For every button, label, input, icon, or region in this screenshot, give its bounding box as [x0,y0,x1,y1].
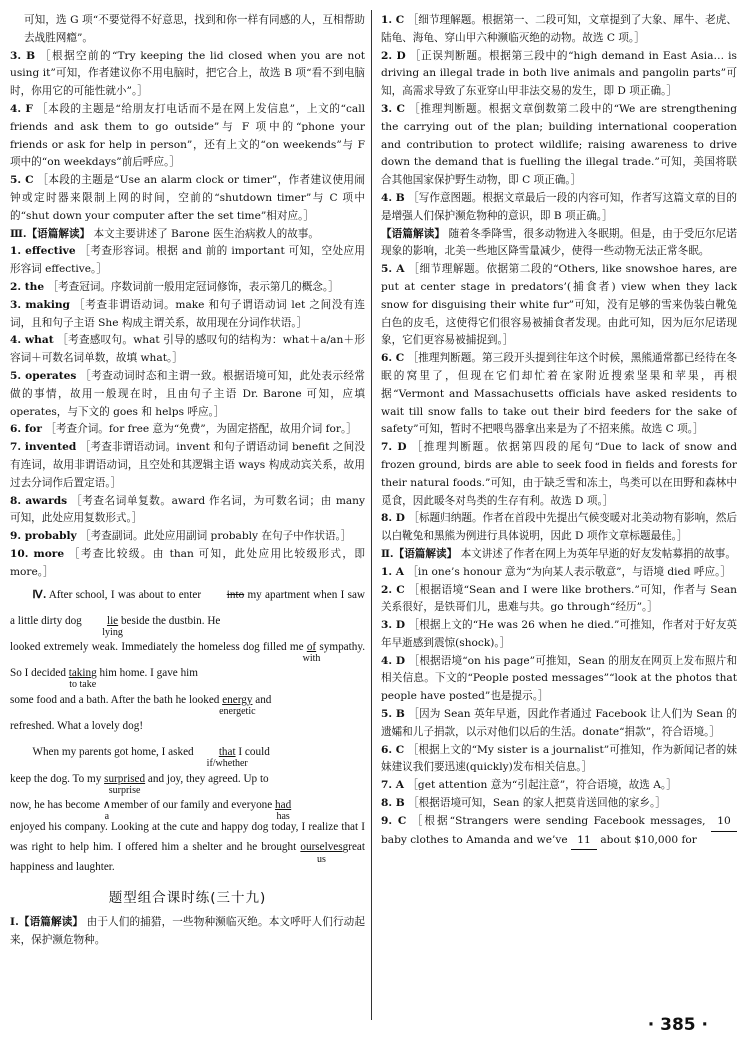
answer-list [381,261,737,546]
answer-list [381,12,737,226]
answer-list [10,243,365,581]
answer-item: 9. probably ［考查副词。此处应用副词 probably 在句子中作状语。］ [10,530,352,543]
blank-number: 11 [571,832,597,851]
answer-item: 1. C ［细节理解题。根据第一、二段可知，文章提到了大象、犀牛、老虎、陆龟、海龟、穿山甲六种濒临灭绝的动物。故选 C 项。］ [381,14,737,44]
answer-item: 5. operates ［考查动词时态和主谓一致。根据语境可知，此处表示经常做的事情，故用一般现在时，且由句子主语 Dr. Barone 可知，应填 operates，与下文的 goes 和 helps 呼应。］ [10,369,365,418]
answer-item: 7. invented ［考查非谓语动词。invent 和句子谓语动词 benefit 之间没有连词，故用非谓语动词，且空处和其逻辑主语 ways 构成动宾关系，故用过去分词作后置定语。］ [10,441,365,489]
answer-list [381,564,737,813]
answer-item: 6. C ［推理判断题。第三段开头提到往年这个时候，黑熊通常都已经待在冬眠的窝里了，但现在它们却忙着在家附近搜索坚果和苹果，再根据“Vermont and Massachusetts officials have asked residents to wait till snow falls to take out their bird feeders for the sake of safety”可知，暂时不把喂鸟器拿出来是为了不招来熊。故选 C 项。］ [381,352,737,436]
error-word: had has [275,799,292,822]
error-word: that if/whether [206,746,248,770]
answer-item: 1. effective ［考查形容词。根据 and 前的 important 可知，空处应用形容词 effective。］ [10,245,365,276]
answer-item: 6. for ［考查介词。for free 意为“免费”，为固定搭配，故用介词 for。］ [10,423,357,436]
error-word: energy energetic [219,693,256,717]
answer-item: 8. B ［根据语境可知，Sean 的家人把莫肯送回他的家乡。］ [381,797,666,810]
answer-item: 4. F ［本段的主题是“给朋友打电话而不是在网上发信息”，上文的“call friends and ask them to go outside”与 F 项中的“phone your friends or ask for help in person”，还有上文的“on weekends”与 F 项中的“on weekdays”前后呼应。］ [10,102,365,169]
answer-item: 2. the ［考查冠词。序数词前一般用定冠词修饰，表示第几的概念。］ [10,280,339,293]
error-word: taking to take [68,667,97,691]
error-word: lie lying [102,614,123,638]
answer-item: 3. making ［考查非谓语动词。make 和句子谓语动词 let 之间没有连词，且和句子主语 She 构成主谓关系，故用现在分词作状语。］ [10,298,365,329]
answer-item: 3. D ［根据上文的“He was 26 when he died.”可推知，作者对于好友英年早逝感到震惊(shock)。］ [381,619,737,649]
answer-item: 9. C ［根据“Strangers were sending Facebook messages, 10 baby clothes to Amanda and we’ve 11 about $10,000 for [381,813,737,851]
answer-item: 5. A ［细节理解题。依据第二段的“Others, like snowshoe hares, are put at center stage in predators’(捕食者) view when they lack snow for disguising their white fur”可知，没有足够的雪来伪装白靴兔白色的皮毛，这使得它们很容易被捕食者发现。由此可知，因为厄尔尼诺现象，它们更容易被捕捉到。］ [381,263,737,347]
answer-item: 7. A ［get attention 意为“引起注意”，符合语境，故选 A。］ [381,779,677,792]
answer-item: 3. B ［根据空前的“Try keeping the lid closed when you are not using it”可知，作者建议你不用电脑时，把它合上，故选 B 项“看不到电脑时，你用它的可能性就小”。］ [10,49,365,98]
answer-item: 7. D ［推理判断题。依据第四段的尾句“Due to lack of snow and frozen ground, birds are able to seek food in fields and forests for their natural foods.”可知，由于缺乏雪和冻土，鸟类可以在田野和森林中觅食，因此暖冬对鸟类的生存有利。故选 D 项。］ [381,441,737,507]
answer-item: 4. D ［根据语境“on his page”可推知，Sean 的朋友在网页上发布照片和相关信息。下文的“People posted messages”“look at the photos that people have posted”也是提示。］ [381,654,737,703]
right-column [381,12,737,1020]
column-divider [371,10,372,1020]
section-intro: Ⅱ.【语篇解读】 本文讲述了作者在网上为英年早逝的好友发帖募捐的故事。 [381,547,736,560]
answer-item: 5. C ［本段的主题是“Use an alarm clock or timer”，作者建议使用闹钟或定时器来限制上网的时间，空前的“shutdown timer”与 C 项中的“shut down your computer after the set time”相对应。］ [10,174,365,222]
error-word: of with [302,641,321,665]
answer-item: 4. what ［考查感叹句。what 引导的感叹句的结构为：what＋a/an＋形容词＋可数名词单数，故填 what。］ [10,334,365,365]
blank-number: 10 [711,813,737,832]
error-word: surprised surprise [104,772,146,796]
section-intro: Ⅲ.【语篇解读】 本文主要讲述了 Barone 医生治病救人的故事。 [10,227,319,240]
answer-item: 4. B ［写作意图题。根据文章最后一段的内容可知，作者写这篇文章的目的是增强人们保护濒危物种的意识，即 B 项正确。］ [381,191,737,222]
answer-item: 8. D ［标题归纳题。作者在首段中先提出气候变暖对北美动物有影响，然后以白靴兔和黑熊为例进行具体说明，因此 D 项作文章标题最佳。］ [381,512,737,543]
section-intro: 【语篇解读】 随着冬季降雪，很多动物进入冬眠期。但是，由于受厄尔尼诺现象的影响，北美一些地区降雪量减少，使得一些动物无法正常冬眠。 [381,227,737,258]
answer-item: 3. C ［推理判断题。根据文章倒数第二段中的“We are strengthening the carrying out of the plan; building international cooperation and contribution to protect wildlife; raising awareness to drive down the demand that is fuelling the illegal trade.”可知，美国将联合其他国家保护野生动物，即 C 项正确。］ [381,102,737,187]
answer-item: 8. awards ［考查名词单复数。award 作名词，为可数名词；由 many 可知，此处应用复数形式。］ [10,494,365,525]
error-word: into [226,588,245,601]
page-number: · 385 · [647,1015,708,1036]
answer-item: 2. D ［正误判断题。根据第三段中的“high demand in East Asia… is driving an illegal trade in both live animals and pangolin parts”可知，高需求导致了东亚穿山甲非法交易的发生，即 D 项正确。］ [381,49,737,98]
answer-item: 1. A ［in one’s honour 意为“为向某人表示敬意”，与语境 died 呼应。］ [381,565,731,578]
insert-mark: ∧ a [102,799,111,822]
section-intro: Ⅰ.【语篇解读】 由于人们的捕猎，一些物种濒临灭绝。本文呼吁人们行动起来，保护濒危物种。 [10,915,365,946]
error-word: ourselves us [300,840,343,865]
error-correction-essay: Ⅳ. After school, I was about to enter into my apartment when I saw a little dirty dog lie lying beside the dustbin. He looked extremely weak. Immediately the homeless dog filled me of with sympathy. So I decided taking to take him home. I gave him some food and a bath. After the bath he looked energy energetic and refreshed. What a lovely dog! When my parents got home, I asked that if/whether I could keep the dog. To my surprised surprise and joy, they agreed. Up to now, he has become ∧ a member of our family and everyone had has enjoyed his company. Looking at the cute and happy dog today, I realize that I was right to help him. I offered him a shelter and he brought ourselves us great happiness and laughter. [10,582,365,878]
answer-item: 10. more ［考查比较级。由 than 可知，此处应用比较级形式，即 more。］ [10,547,365,578]
section-title: 题型组合课时练(三十九) [108,890,267,907]
answer-item: 5. B ［因为 Sean 英年早逝，因此作者通过 Facebook 让人们为 Sean 的遗孀和儿子捐款，以示对他们以后的生活。donate“捐款”，符合语境。］ [381,708,737,738]
left-column [10,12,365,1020]
continuation-text: 可知，选 G 项“不要觉得不好意思，找到和你一样有同感的人，互相帮助去战胜网瘾”。 [24,14,365,44]
answer-item: 6. C ［根据上文的“My sister is a journalist”可推知，作为新闻记者的妹妹建议我们要迅速(quickly)发布相关信息。］ [381,743,737,774]
answer-item: 2. C ［根据语境“Sean and I were like brothers.”可知，作者与 Sean 关系很好，是铁哥们儿，患难与共。go through“经历”。］ [381,583,737,614]
